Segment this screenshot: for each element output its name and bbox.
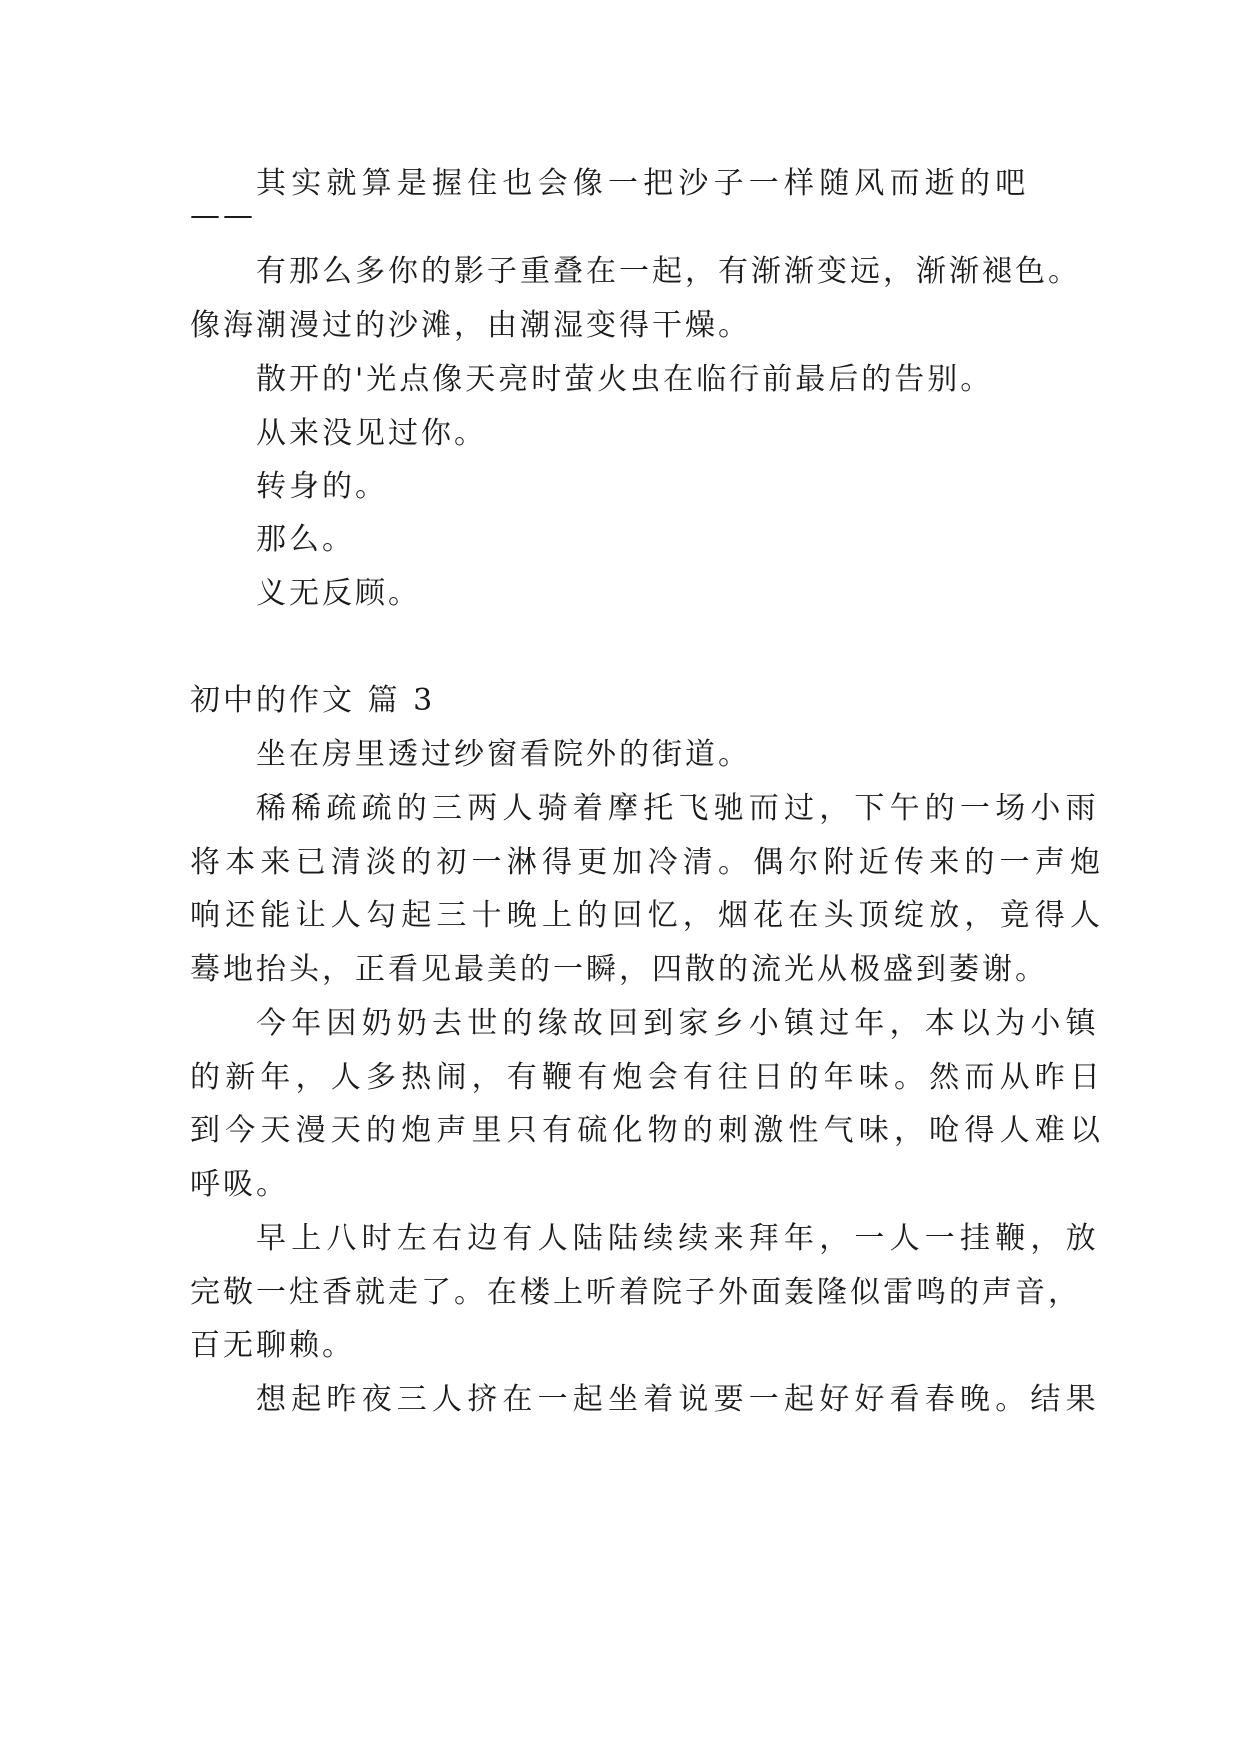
paragraph-line: 转身的。: [256, 469, 388, 504]
paragraph-line: 义无反顾。: [256, 576, 421, 611]
paragraph-line: 的新年，人多热闹，有鞭有炮会有往日的年味。然而从昨日: [190, 1060, 1106, 1095]
paragraph-line: 到今天漫天的炮声里只有硫化物的刺激性气味，呛得人难以: [190, 1113, 1106, 1148]
paragraph-line: 从来没见过你。: [256, 416, 487, 451]
paragraph-line: 想起昨夜三人挤在一起坐着说要一起好好看春晚。结果: [256, 1382, 1101, 1417]
paragraph-line: 坐在房里透过纱窗看院外的街道。: [256, 737, 751, 772]
paragraph-line: 蓦地抬头，正看见最美的一瞬，四散的流光从极盛到萎谢。: [190, 952, 1048, 987]
paragraph-line: 响还能让人勾起三十晚上的回忆，烟花在头顶绽放，竟得人: [190, 898, 1106, 933]
paragraph-line: 今年因奶奶去世的缘故回到家乡小镇过年，本以为小镇: [256, 1006, 1101, 1041]
paragraph-line: 稀稀疏疏的三两人骑着摩托飞驰而过，下午的一场小雨: [256, 791, 1101, 826]
paragraph-line: 那么。: [256, 522, 355, 557]
paragraph-line: 将本来已清淡的初一淋得更加冷清。偶尔附近传来的一声炮: [190, 845, 1106, 880]
paragraph-line: 像海潮漫过的沙滩，由潮湿变得干燥。: [190, 308, 751, 343]
paragraph-line: 完敬一炷香就走了。在楼上听着院子外面轰隆似雷鸣的声音，: [190, 1275, 1081, 1310]
paragraph-line: 百无聊赖。: [190, 1328, 355, 1363]
paragraph-line: 其实就算是握住也会像一把沙子一样随风而逝的吧: [256, 166, 1031, 201]
paragraph-line: 有那么多你的影子重叠在一起，有渐渐变远，渐渐褪色。: [256, 254, 1081, 289]
paragraph-line: 早上八时左右边有人陆陆续续来拜年，一人一挂鞭，放: [256, 1221, 1101, 1256]
paragraph-line: 呼吸。: [190, 1167, 289, 1202]
document-page: [190, 0, 1106, 1754]
paragraph-line: 散开的'光点像天亮时萤火虫在临行前最后的告别。: [256, 362, 994, 397]
paragraph-line: ——: [190, 198, 256, 233]
section-heading: 初中的作文 篇 3: [190, 683, 436, 718]
